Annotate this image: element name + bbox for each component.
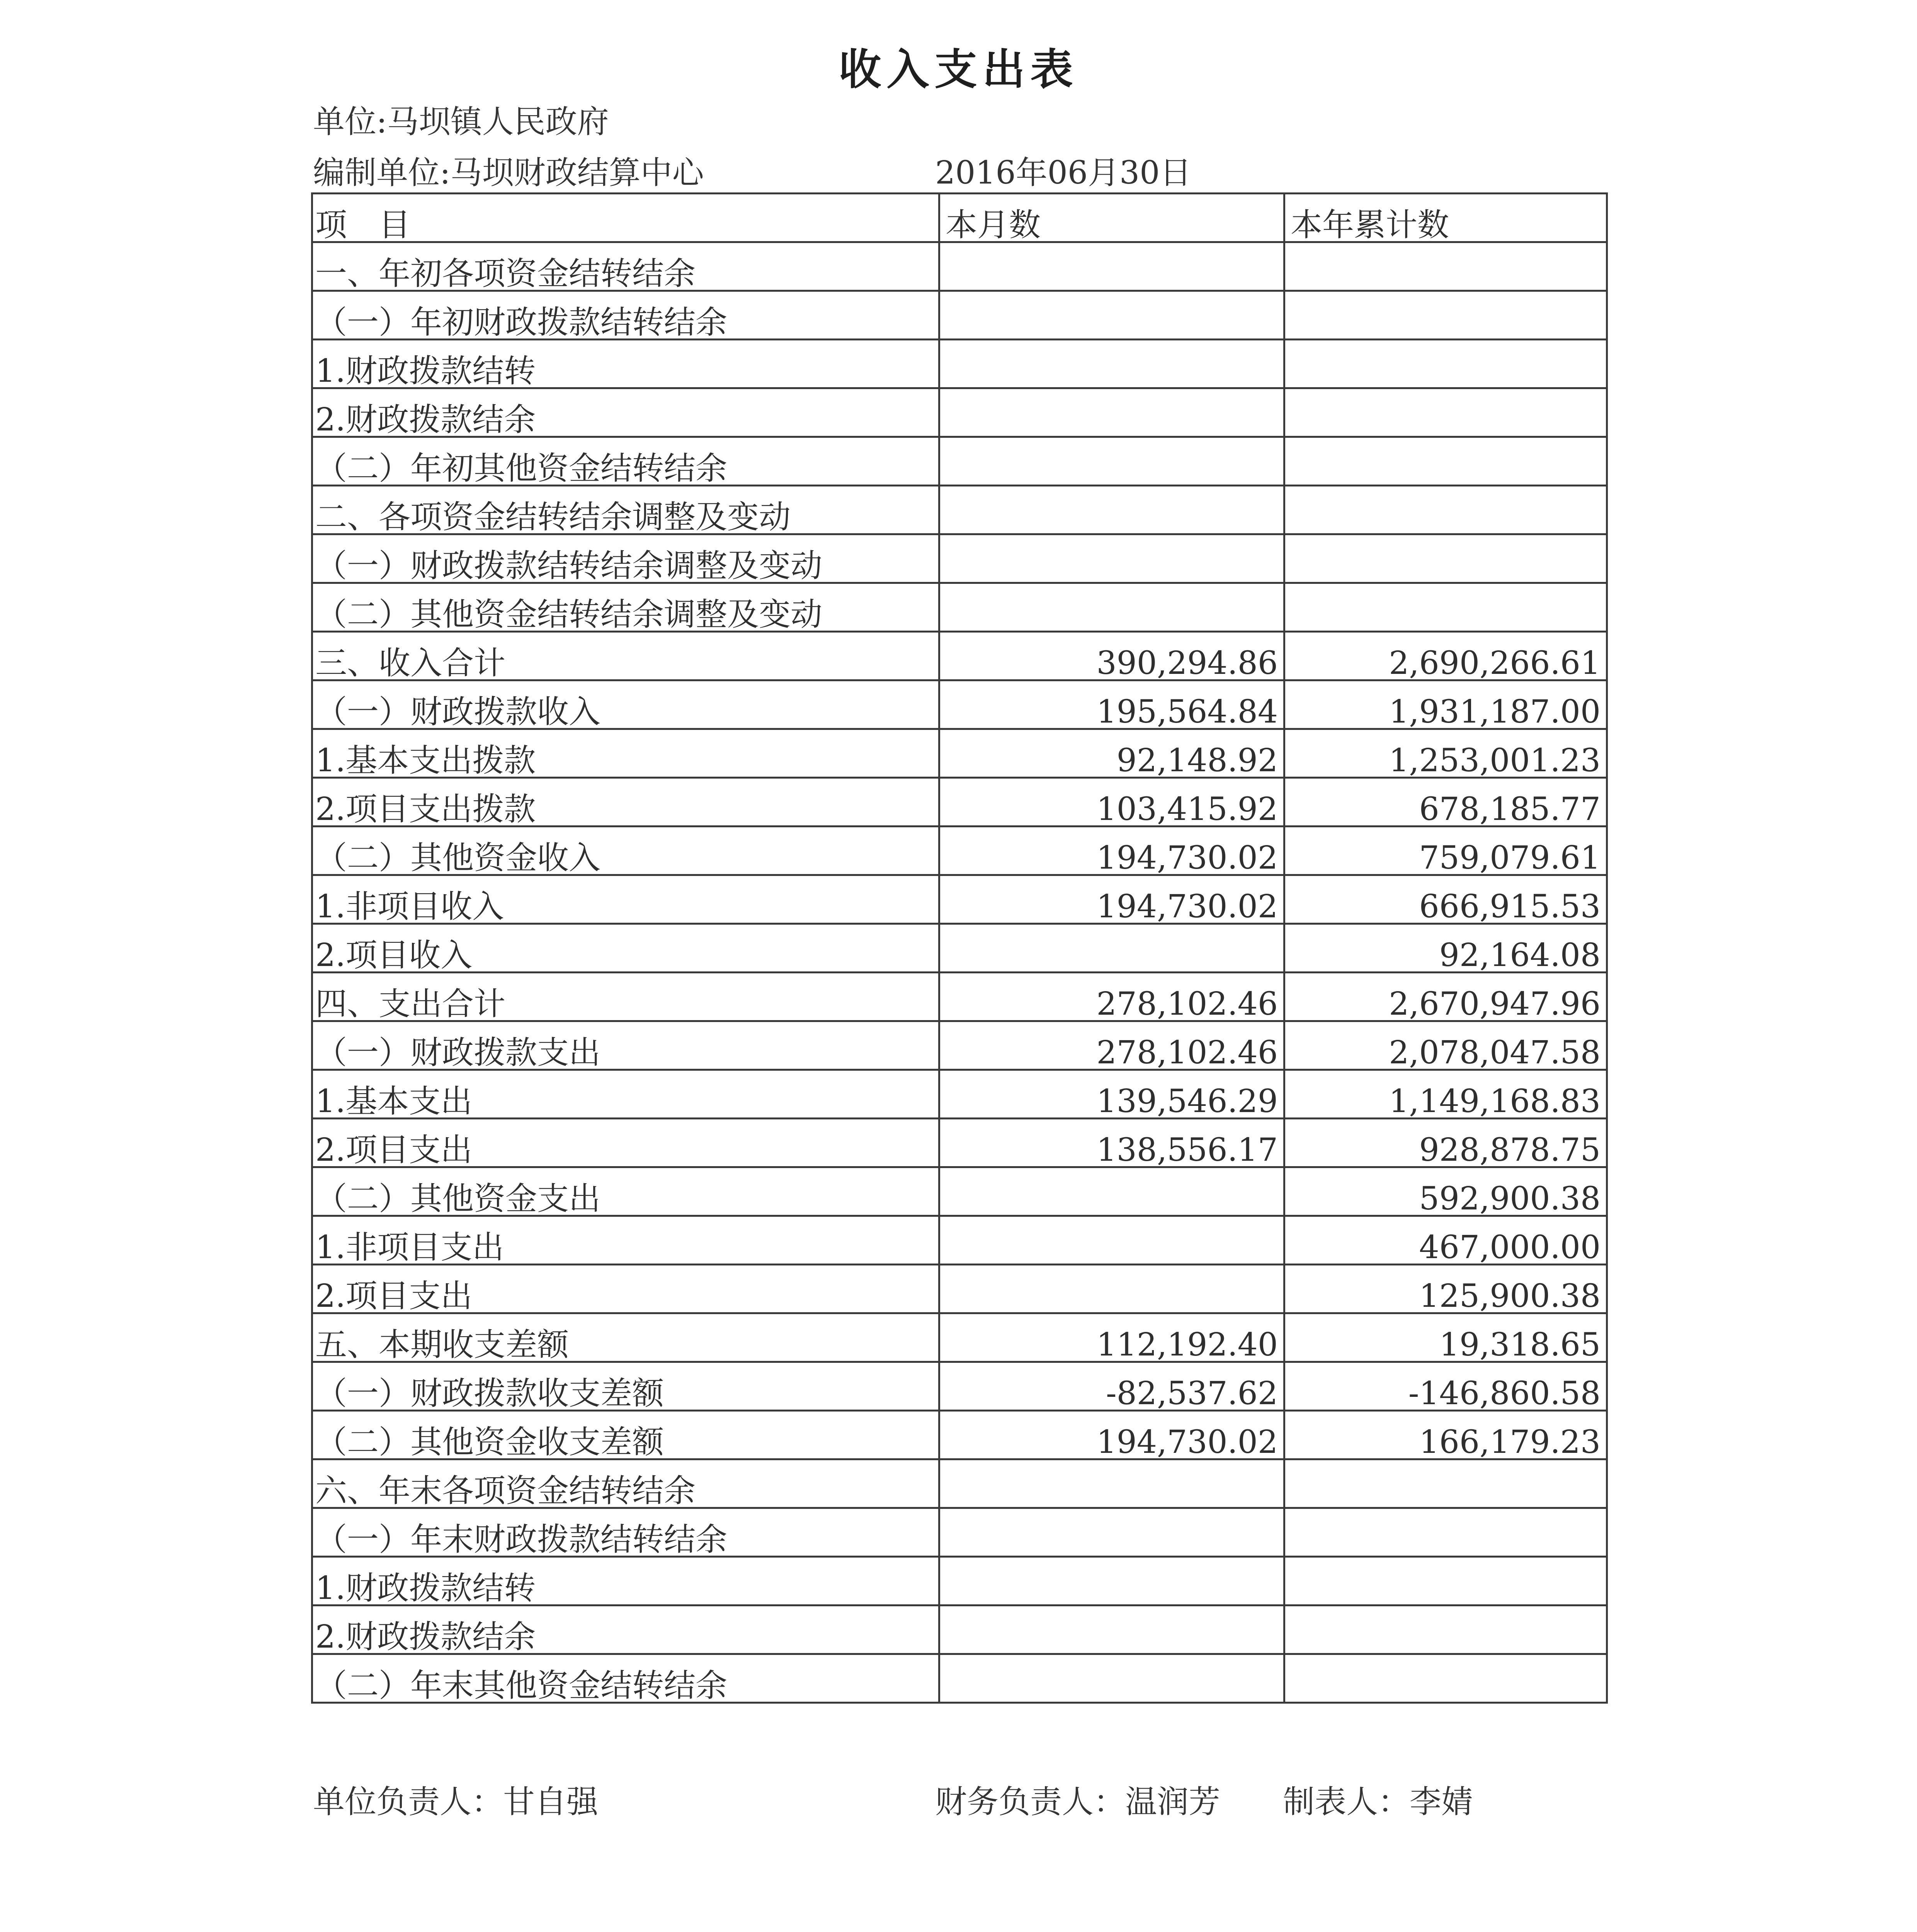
cell-item: 2.项目支出 (312, 1119, 939, 1167)
cell-this-month (939, 1557, 1284, 1605)
cell-this-month: 195,564.84 (939, 680, 1284, 729)
cell-year-to-date (1284, 242, 1607, 291)
cell-this-month (939, 340, 1284, 388)
cell-this-month: 139,546.29 (939, 1070, 1284, 1119)
cell-item: 1.财政拨款结转 (312, 340, 939, 388)
cell-year-to-date: 125,900.38 (1284, 1265, 1607, 1313)
table-row (312, 1557, 1607, 1605)
cell-item: （二）其他资金支出 (312, 1167, 939, 1216)
cell-this-month: 103,415.92 (939, 778, 1284, 827)
cell-item: （一）财政拨款支出 (312, 1021, 939, 1070)
cell-item: （二）其他资金收支差额 (312, 1411, 939, 1459)
cell-item: 五、本期收支差额 (312, 1313, 939, 1362)
cell-item: 1.非项目支出 (312, 1216, 939, 1265)
table-row (312, 875, 1607, 924)
table-row (312, 1605, 1607, 1654)
table-row (312, 1216, 1607, 1265)
table-row (312, 729, 1607, 778)
cell-this-month (939, 388, 1284, 437)
cell-this-month: 92,148.92 (939, 729, 1284, 778)
page-title: 收入支出表 (839, 44, 1078, 94)
cell-item: 2.财政拨款结余 (312, 388, 939, 437)
cell-year-to-date (1284, 1459, 1607, 1508)
cell-this-month (939, 437, 1284, 486)
cell-item: 1.基本支出拨款 (312, 729, 939, 778)
cell-this-month (939, 291, 1284, 340)
cell-year-to-date (1284, 437, 1607, 486)
cell-year-to-date: 1,253,001.23 (1284, 729, 1607, 778)
cell-year-to-date (1284, 1508, 1607, 1557)
cell-year-to-date (1284, 1605, 1607, 1654)
cell-year-to-date: 467,000.00 (1284, 1216, 1607, 1265)
cell-item: 2.项目支出 (312, 1265, 939, 1313)
cell-this-month: 194,730.02 (939, 827, 1284, 875)
cell-item: 1.非项目收入 (312, 875, 939, 924)
column-header-item: 项 目 (312, 194, 939, 242)
cell-this-month (939, 486, 1284, 534)
table-row (312, 486, 1607, 534)
cell-this-month (939, 242, 1284, 291)
cell-item: （二）其他资金结转结余调整及变动 (312, 583, 939, 632)
cell-this-month: 278,102.46 (939, 1021, 1284, 1070)
cell-year-to-date (1284, 486, 1607, 534)
cell-year-to-date: -146,860.58 (1284, 1362, 1607, 1411)
table-row (312, 1265, 1607, 1313)
table-row (312, 1021, 1607, 1070)
cell-item: 六、年末各项资金结转结余 (312, 1459, 939, 1508)
column-header-year-to-date: 本年累计数 (1284, 194, 1607, 242)
table-row (312, 632, 1607, 680)
cell-this-month (939, 1654, 1284, 1703)
cell-item: 2.项目支出拨款 (312, 778, 939, 827)
cell-item: （一）财政拨款收入 (312, 680, 939, 729)
cell-year-to-date (1284, 340, 1607, 388)
report-date: 2016年06月30日 (935, 155, 1192, 191)
table-row (312, 242, 1607, 291)
table-row (312, 924, 1607, 973)
cell-year-to-date: 2,078,047.58 (1284, 1021, 1607, 1070)
cell-year-to-date: 666,915.53 (1284, 875, 1607, 924)
cell-item: 四、支出合计 (312, 973, 939, 1021)
cell-year-to-date: 928,878.75 (1284, 1119, 1607, 1167)
table-row (312, 534, 1607, 583)
cell-item: 2.项目收入 (312, 924, 939, 973)
table-row (312, 1119, 1607, 1167)
cell-this-month: 194,730.02 (939, 1411, 1284, 1459)
cell-year-to-date: 2,690,266.61 (1284, 632, 1607, 680)
finance-head-signature-line: 财务负责人：温润芳 (935, 1784, 1221, 1820)
table-row (312, 778, 1607, 827)
cell-item: 1.基本支出 (312, 1070, 939, 1119)
compiler-line: 编制单位:马坝财政结算中心 (313, 155, 704, 191)
cell-this-month (939, 1216, 1284, 1265)
table-row (312, 1411, 1607, 1459)
cell-this-month (939, 1167, 1284, 1216)
table-row (312, 973, 1607, 1021)
table-row (312, 1167, 1607, 1216)
cell-this-month: 390,294.86 (939, 632, 1284, 680)
cell-this-month (939, 1265, 1284, 1313)
cell-item: 1.财政拨款结转 (312, 1557, 939, 1605)
table-row (312, 1459, 1607, 1508)
cell-year-to-date: 19,318.65 (1284, 1313, 1607, 1362)
table-row (312, 437, 1607, 486)
cell-item: （一）年初财政拨款结转结余 (312, 291, 939, 340)
unit-head-signature-line: 单位负责人：甘自强 (313, 1784, 599, 1820)
table-row (312, 1313, 1607, 1362)
preparer-signature-line: 制表人：李婧 (1283, 1784, 1473, 1820)
table-row (312, 388, 1607, 437)
cell-item: 2.财政拨款结余 (312, 1605, 939, 1654)
cell-year-to-date (1284, 291, 1607, 340)
cell-year-to-date: 1,149,168.83 (1284, 1070, 1607, 1119)
cell-year-to-date: 678,185.77 (1284, 778, 1607, 827)
cell-year-to-date (1284, 534, 1607, 583)
cell-this-month (939, 924, 1284, 973)
cell-this-month (939, 534, 1284, 583)
cell-item: （二）年末其他资金结转结余 (312, 1654, 939, 1703)
cell-year-to-date (1284, 1654, 1607, 1703)
cell-item: （二）年初其他资金结转结余 (312, 437, 939, 486)
cell-year-to-date (1284, 583, 1607, 632)
cell-item: 三、收入合计 (312, 632, 939, 680)
cell-year-to-date: 92,164.08 (1284, 924, 1607, 973)
cell-item: （一）财政拨款结转结余调整及变动 (312, 534, 939, 583)
cell-year-to-date: 592,900.38 (1284, 1167, 1607, 1216)
cell-this-month: 194,730.02 (939, 875, 1284, 924)
cell-this-month: -82,537.62 (939, 1362, 1284, 1411)
cell-item: 二、各项资金结转结余调整及变动 (312, 486, 939, 534)
cell-item: （二）其他资金收入 (312, 827, 939, 875)
cell-year-to-date: 166,179.23 (1284, 1411, 1607, 1459)
table-row (312, 340, 1607, 388)
table-row (312, 583, 1607, 632)
table-row (312, 1362, 1607, 1411)
table-row (312, 1654, 1607, 1703)
table-row (312, 1508, 1607, 1557)
cell-this-month (939, 1508, 1284, 1557)
cell-year-to-date: 1,931,187.00 (1284, 680, 1607, 729)
cell-item: （一）财政拨款收支差额 (312, 1362, 939, 1411)
cell-this-month: 278,102.46 (939, 973, 1284, 1021)
table-header-row (312, 194, 1607, 242)
cell-this-month: 112,192.40 (939, 1313, 1284, 1362)
table-row (312, 680, 1607, 729)
table-row (312, 1070, 1607, 1119)
cell-year-to-date (1284, 1557, 1607, 1605)
column-header-this-month: 本月数 (939, 194, 1284, 242)
table-row (312, 291, 1607, 340)
table-body (312, 194, 1607, 1703)
unit-line: 单位:马坝镇人民政府 (313, 104, 609, 140)
cell-item: 一、年初各项资金结转结余 (312, 242, 939, 291)
cell-this-month: 138,556.17 (939, 1119, 1284, 1167)
cell-year-to-date: 759,079.61 (1284, 827, 1607, 875)
cell-year-to-date: 2,670,947.96 (1284, 973, 1607, 1021)
cell-year-to-date (1284, 388, 1607, 437)
cell-item: （一）年末财政拨款结转结余 (312, 1508, 939, 1557)
cell-this-month (939, 1605, 1284, 1654)
table-row (312, 827, 1607, 875)
cell-this-month (939, 1459, 1284, 1508)
income-expense-table (311, 192, 1608, 1704)
cell-this-month (939, 583, 1284, 632)
